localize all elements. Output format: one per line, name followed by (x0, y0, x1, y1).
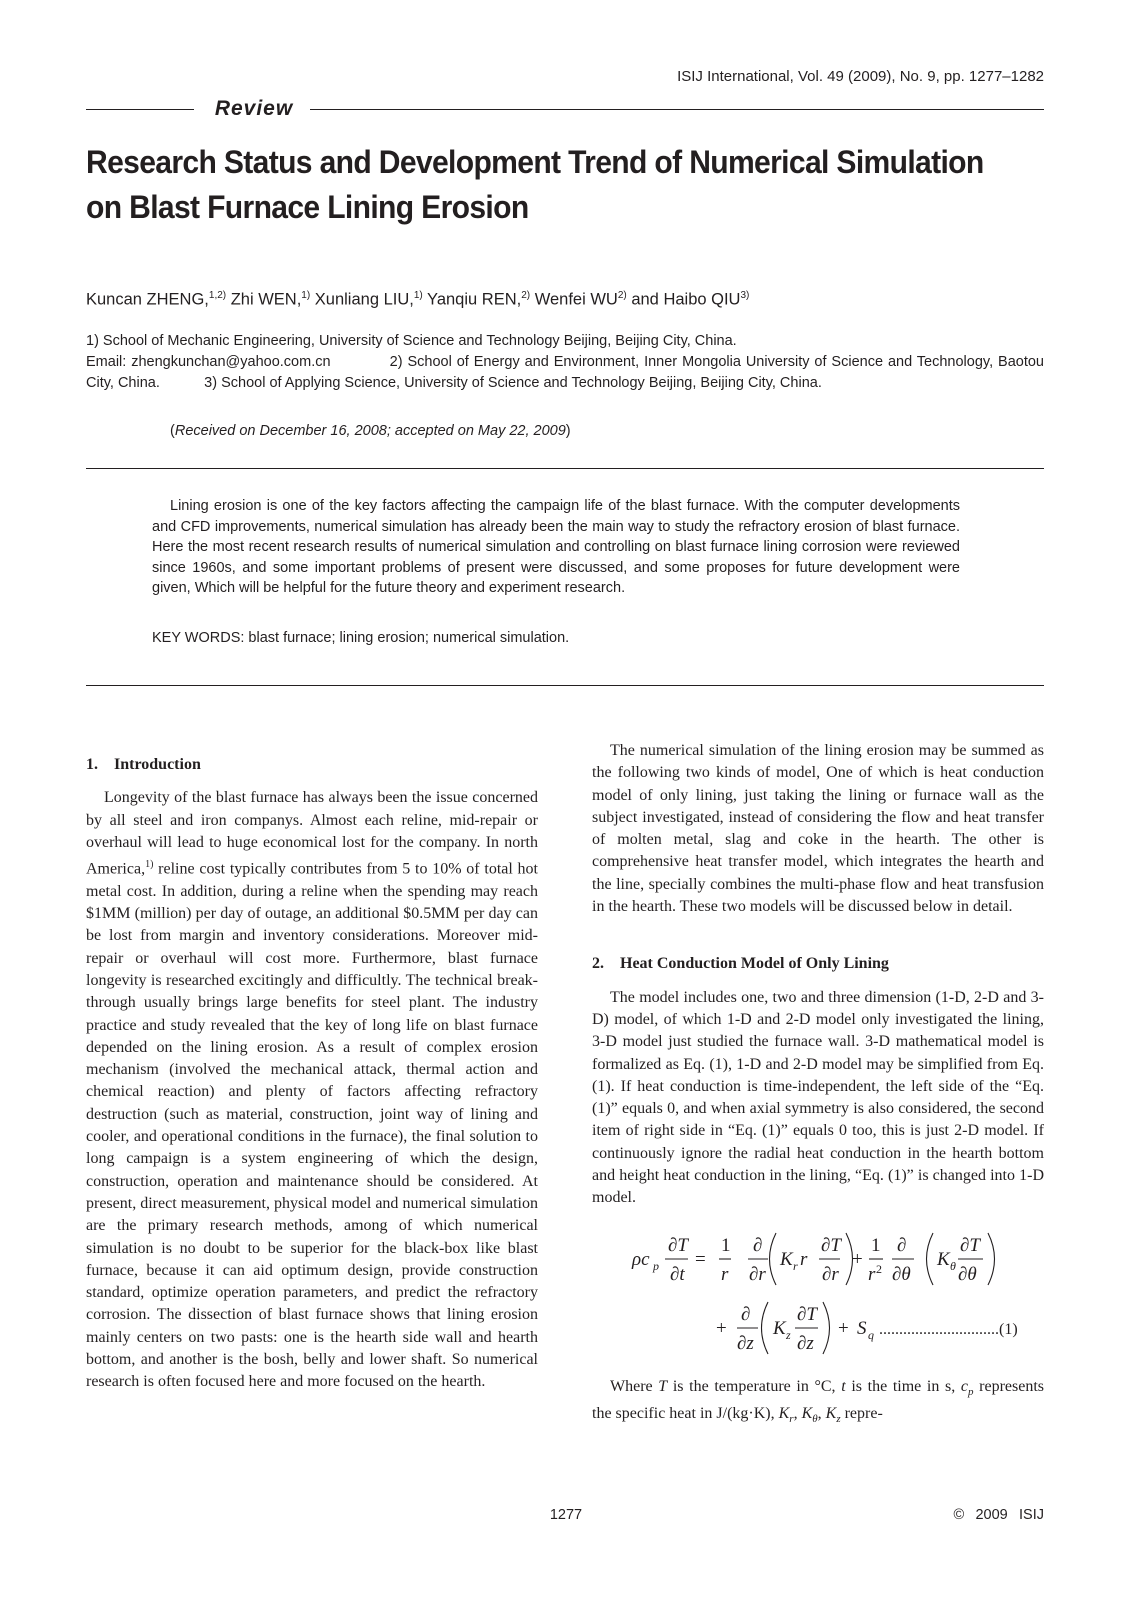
affiliation-block: Email: zhengkunchan@yahoo.com.cn 2) School of Energy and Environment, Inner Mongolia University of Science and Technology, Baotou City, China. 3) School of Applying Science, University of Science and Technology Beijing, Beijing City, China. (86, 354, 1044, 391)
author-affil-ref: 1) (413, 290, 423, 301)
equation-graphic (592, 1224, 1044, 1366)
section-rule-left (86, 109, 194, 110)
column-right (592, 740, 1044, 1431)
svg-text:r: r (800, 1248, 808, 1270)
svg-text:∂θ: ∂θ (892, 1263, 911, 1285)
svg-text:+: + (716, 1317, 727, 1339)
svg-text:∂z: ∂z (797, 1332, 814, 1354)
svg-text:q: q (868, 1327, 874, 1342)
received-text: Received on December 16, 2008; accepted on May 22, 2009 (174, 423, 566, 439)
paragraph-text: is the time in s, (845, 1377, 961, 1395)
svg-text:r: r (721, 1263, 729, 1285)
svg-text:∂θ: ∂θ (958, 1263, 977, 1285)
section-label: Review (214, 97, 294, 120)
heat-conduction-paragraph: The model includes one, two and three dimension (1-D, 2-D and 3-D) model, of which 1-D and 2-D model only investigated the lining, 3-D model just studied the furnace wall. 3-D mathematical model is formalized as Eq. (1), 1-D and 2-D model may be simplified from Eq. (1). If heat conduction is time-independent, the left side of the “Eq. (1)” equals 0, and when axial symmetry is also considered, the second item of right side in “Eq. (1)” equals 0 too, this is just 2-D model. If continuously ignore the radial heat conduction in the hearth bottom and height heat conduction in the lining, “Eq. (1)” is changed into 1-D model. (592, 988, 1044, 1207)
paragraph-text: reline cost typically contributes from 5 to 10% of total hot metal cost. In addition, during a reline when the spending may reach $1MM (million) per day of outage, an additional $0.5MM per day can be lost from margin and inventory considerations. Moreover mid-repair or overhaul will cost more. Furthermore, blast furnace longevity is researched excitingly and difficultly. The technical break-through usually brings large benefits for steel plant. The industry practice and study revealed that the key of long life on blast furnace depended on the lining erosion. As a result of complex erosion mechanism (involved the mechanical attack, thermal action and chemical reaction) and plenty of factors affecting refractory destruction (such as material, construction, joint way of lining and cooler, and operational conditions in the furnace), the final solution to long campaign is a system engineering of which the design, construction, operation and maintenance should be considered. At present, direct measurement, physical model and numerical simulation are the primary research methods, among of which numerical simulation is no doubt to be superior for the black-box like blast furnace, because it can aid optimum design, provide construction standard, optimize operation parameters, and predict the refractory corrosion. The dissection of blast furnace shows that lining erosion mainly centers on two pasts: one is the hearth side wall and hearth bottom, and another is the bosh, belly and lower shaft. So numerical research is often focused here and more focused on the hearth. (86, 860, 538, 1391)
author-affil-ref: 2) (617, 290, 627, 301)
keywords: KEY WORDS: blast furnace; lining erosion; numerical simulation. (152, 630, 570, 646)
abstract-rule-bottom (86, 685, 1044, 686)
paragraph-text: represents the specific heat in J/(kg·K), (592, 1377, 1045, 1423)
svg-text:∂: ∂ (753, 1234, 763, 1256)
paragraph-text: , (817, 1405, 826, 1423)
affiliations (86, 331, 1044, 394)
journal-citation: ISIJ International, Vol. 49 (2009), No. 9, pp. 1277–1282 (677, 68, 1044, 85)
page-number: 1277 (549, 1507, 583, 1523)
paragraph-text: Longevity of the blast furnace has always been the issue concerned by all steel and iron companys. Almost each reline, mid-repair or overhaul will lead to huge economical lost for the company. In north America, (86, 789, 538, 878)
author-name: Wenfei WU (530, 290, 618, 309)
math-symbol: t (841, 1377, 846, 1395)
intro-paragraph (86, 787, 538, 1393)
svg-text:∂t: ∂t (670, 1263, 685, 1285)
paper-title (86, 140, 988, 230)
author-affil-ref: 1,2) (208, 290, 227, 301)
reference-marker: 1) (145, 859, 154, 871)
svg-text:=: = (695, 1248, 706, 1270)
author-affil-ref: 2) (521, 290, 531, 301)
math-symbol: c (960, 1377, 968, 1395)
paren-close: ) (565, 423, 571, 439)
svg-text:∂T: ∂T (960, 1234, 980, 1256)
author-name: Zhi WEN, (226, 290, 302, 309)
paragraph-text: , (793, 1405, 802, 1423)
svg-text:∂z: ∂z (737, 1332, 754, 1354)
models-paragraph: The numerical simulation of the lining erosion may be summed as the following two kinds of model, One of which is heat conduction model of only lining, just taking the lining or furnace wall as the subject investigated, instead of considering the flow and heat transfer of molten metal, slag and coke in the hearth. The other is comprehensive heat transfer model, which integrates the hearth and the line, specially combines the multi-phase flow and heat transfusion in the hearth. These two models will be discussed below in detail. (592, 742, 1044, 916)
author-name: and Haibo QIU (626, 290, 741, 309)
author-list (86, 290, 749, 310)
svg-text:+: + (838, 1317, 849, 1339)
svg-text:∂: ∂ (741, 1303, 751, 1325)
svg-text:∂r: ∂r (749, 1263, 766, 1285)
svg-text:r: r (868, 1263, 876, 1285)
math-subscript: z (836, 1413, 841, 1426)
title-line-1: Research Status and Development Trend of Numerical Simulation (86, 144, 984, 180)
equation-number: ..............................(1) (879, 1320, 1018, 1338)
paren-open: ( (170, 423, 175, 439)
svg-text:∂r: ∂r (822, 1263, 839, 1285)
author-name: Yanqiu REN, (422, 290, 522, 309)
svg-text:+: + (852, 1248, 863, 1270)
author-affil-ref: 1) (301, 290, 311, 301)
section-heading-introduction: 1. Introduction (86, 756, 201, 773)
svg-text:∂T: ∂T (668, 1234, 688, 1256)
svg-text:p: p (653, 1258, 659, 1273)
received-dates (170, 423, 571, 439)
author-affil-ref: 3) (740, 290, 750, 301)
svg-text:K: K (773, 1317, 786, 1339)
abstract: Lining erosion is one of the key factors affecting the campaign life of the blast furnace. With the computer developments and CFD improvements, numerical simulation has already been the main way to study the refractory erosion of blast furnace. Here the most recent research results of numerical simulation and controlling on blast furnace lining corrosion were reviewed since 1960s, and some important problems of present were discussed, and some proposes for future development were given, Which will be helpful for the future theory and experiment research. (152, 498, 960, 597)
paragraph-text: repre- (840, 1405, 883, 1423)
svg-text:r: r (793, 1258, 798, 1273)
math-symbol: K (778, 1405, 790, 1423)
section-header (86, 98, 1044, 120)
svg-text:∂T: ∂T (821, 1234, 841, 1256)
svg-text:∂: ∂ (897, 1234, 907, 1256)
svg-text:ρc: ρc (632, 1248, 650, 1270)
svg-text:θ: θ (950, 1258, 956, 1273)
math-subscript: p (968, 1385, 974, 1398)
svg-text:S: S (857, 1317, 867, 1339)
abstract-rule-top (86, 468, 1044, 469)
author-name: Kuncan ZHENG, (86, 290, 209, 309)
copyright: © 2009 ISIJ (953, 1507, 1044, 1523)
paragraph-text: is the temperature in °C, (667, 1377, 842, 1395)
math-symbol: K (825, 1405, 837, 1423)
math-symbol: T (658, 1377, 668, 1395)
svg-text:z: z (786, 1327, 791, 1342)
section-heading-heat-conduction: 2. Heat Conduction Model of Only Lining (592, 955, 889, 973)
svg-text:2: 2 (876, 1261, 882, 1276)
section-rule-right (310, 109, 1044, 110)
svg-text:1: 1 (871, 1234, 881, 1256)
math-subscript: θ (812, 1413, 818, 1426)
where-paragraph (592, 1376, 1044, 1431)
math-symbol: K (801, 1405, 813, 1423)
svg-text:1: 1 (721, 1234, 731, 1256)
paragraph-text: Where (610, 1377, 659, 1395)
column-left (86, 740, 538, 1394)
svg-text:K: K (780, 1248, 793, 1270)
title-line-2: on Blast Furnace Lining Erosion (86, 189, 529, 225)
math-subscript: r (789, 1413, 794, 1426)
equation-1 (592, 1224, 1044, 1366)
svg-text:K: K (937, 1248, 950, 1270)
svg-text:∂T: ∂T (797, 1303, 817, 1325)
author-name: Xunliang LIU, (310, 290, 414, 309)
affiliation-line: 1) School of Mechanic Engineering, University of Science and Technology Beijing, Beijing City, China. (86, 333, 737, 349)
